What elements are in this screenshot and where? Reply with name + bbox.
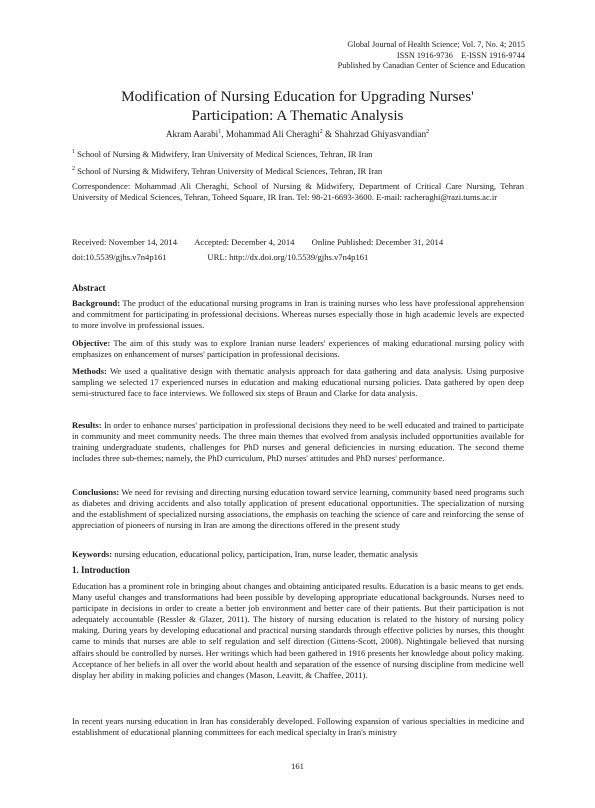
intro-paragraph-1: Education has a prominent role in bringing about changes and obtaining anticipated results. Education is a basic means to get ends. Many useful changes and transformations had been possible by developing appropriate educational backgrounds. Nurses need to participate in decisions in order to create a better job environment and better care of their patients. But their participation is not adequately accountable (Ressler & Glazer, 2011). The history of nursing education is related to the history of nursing policy making. During years by developing educational and practical nursing standards through effective policies by nurses, this thought came to minds that nurses are able to self regulation and self direction (Gittens-Scott, 2008). Nightingale believed that nursing affairs should be controlled by nurses. Her writings which had been gathered in 1916 presents her knowledge about policy making. Acceptance of her beliefs in all over the world about health and separation of the essence of nursing discipline from medicine well display her ability in making policies and changes (Mason, Leavitt, & Chaffee, 2011). (72, 581, 524, 680)
author-name: , Mohammad Ali Cheraghi (221, 129, 320, 139)
abstract-conclusions (72, 487, 524, 531)
title-line-1: Modification of Nursing Education for Upgrading Nurses' (121, 88, 474, 105)
objective-label: Objective: (72, 338, 111, 348)
affiliation-1 (72, 149, 524, 160)
keywords-text: nursing education, educational policy, participation, Iran, nurse leader, thematic analysis (112, 549, 418, 559)
affiliation-superscript: 1 (72, 149, 75, 156)
abstract-background (72, 298, 524, 331)
publisher: Published by Canadian Center of Science and Education (337, 61, 525, 71)
keywords (72, 549, 524, 560)
objective-text: The aim of this study was to explore Iranian nurse leaders' experiences of making educational nursing policy with emphasizes on enhancement of nurses' participation in professional decisions. (72, 338, 524, 360)
publication-dates (72, 237, 443, 264)
conclusions-label: Conclusions: (72, 487, 120, 497)
abstract-objective (72, 338, 524, 360)
author-superscript: 2 (426, 128, 430, 135)
methods-label: Methods: (72, 366, 107, 376)
background-text: The product of the educational nursing programs in Iran is training nurses who less have professional apprehension and commitment for participating in professional decisions. Whereas nurses especially those in high academic levels are expected to more involve in professional issues. (72, 298, 524, 331)
background-label: Background: (72, 298, 121, 308)
affiliation-superscript: 2 (72, 166, 75, 173)
doi-url-link[interactable]: URL: http://dx.doi.org/10.5539/gjhs.v7n4p161 (207, 252, 369, 263)
paper-title (72, 87, 523, 125)
page-number: 161 (291, 761, 304, 771)
journal-name: Global Journal of Health Science; Vol. 7, No. 4; 2015 (347, 40, 525, 49)
doi: doi:10.5539/gjhs.v7n4p161 (72, 252, 167, 263)
author-superscript: 1 (218, 128, 222, 135)
abstract-results (72, 420, 524, 464)
methods-text: We used a qualitative design with thematic analysis approach for data gathering and data analysis. Using purposive sampling we selected 17 experienced nurses in education and making educational nursing policies. Data gathered by open deep semi-structured face to face interviews. We followed six steps of Braun and Clarke for data analysis. (72, 366, 524, 399)
accepted-date: Accepted: December 4, 2014 (194, 237, 295, 247)
affiliation-text: School of Nursing & Midwifery, Tehran University of Medical Sciences, Tehran, IR Iran (75, 166, 383, 176)
section-heading-introduction: 1. Introduction (72, 565, 130, 575)
correspondence: Correspondence: Mohammad Ali Cheraghi, School of Nursing & Midwifery, Department of Critical Care Nursing, Tehran University of Medical Sciences, Tehran, Toheed Square, IR Iran. Tel: 98-21-6693-3600. E-mail: racheraghi@razi.tums.ac.ir (72, 181, 524, 203)
intro-paragraph-2: In recent years nursing education in Iran has considerably developed. Following expansion of various specialties in medicine and establishment of educational planning committees for each medical specialty in Iran's ministry (72, 716, 524, 738)
received-date: Received: November 14, 2014 (72, 237, 178, 247)
keywords-label: Keywords: (72, 549, 113, 559)
eissn: E-ISSN 1916-9744 (461, 50, 525, 60)
issn-line (338, 51, 525, 62)
author-name: & Shahrzad Ghiyasvandian (322, 129, 427, 139)
affiliation-text: School of Nursing & Midwifery, Iran University of Medical Sciences, Tehran, IR Iran (75, 149, 373, 159)
abstract-methods (72, 366, 524, 399)
journal-header (338, 40, 525, 72)
author-list (72, 129, 523, 139)
online-date: Online Published: December 31, 2014 (311, 237, 444, 247)
results-label: Results: (72, 420, 102, 430)
title-line-2: Participation: A Thematic Analysis (191, 107, 404, 124)
affiliation-2 (72, 166, 524, 177)
issn: ISSN 1916-9736 (396, 50, 453, 60)
conclusions-text: We need for revising and directing nursing education toward service learning, community based need programs such as diabetes and driving accidents and also totally application of present educational opportunities. The specialization of nursing and the establishment of specialized nursing associations, the emphasis on teaching the science of care and reinforcing the sense of appreciation of pioneers of nursing in Iran are among the directions offered in the present study (72, 487, 524, 531)
abstract-heading: Abstract (72, 283, 106, 293)
results-text: In order to enhance nurses' participation in professional decisions they need to be well educated and trained to participate in community and meet community needs. The three main themes that evolved from analysis included opportunities available for training undergraduate students, challenges for PhD nurses and general deficiencies in nursing education. The second theme includes three sub-themes; namely, the PhD curriculum, PhD nurses' attitudes and PhD nurses' performance. (72, 420, 524, 464)
author-superscript: 2 (319, 128, 323, 135)
author-name: Akram Aarabi (165, 129, 219, 139)
